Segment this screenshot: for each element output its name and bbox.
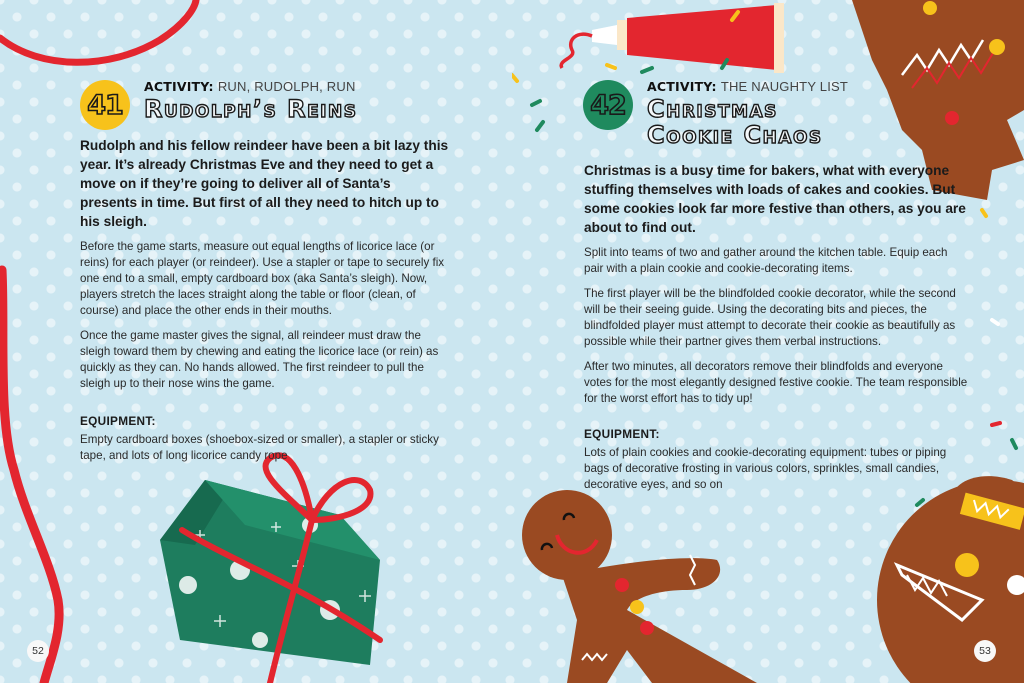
body-paragraph: Once the game master gives the signal, all reindeer must draw the sleigh toward them by chewing and eating the licorice lace (or rein) as quickly as they can. No hands allowed. The first reindeer to pull the sleigh up to their nose wins the game.	[80, 329, 439, 390]
title-line: Cookie Chaos	[647, 121, 823, 149]
activity-body-41	[80, 136, 450, 473]
activity-name: RUN, RUDOLPH, RUN	[217, 79, 356, 94]
gingerbread-man-icon	[522, 490, 757, 683]
activity-number-badge	[80, 80, 130, 130]
activity-number: 41	[87, 89, 123, 121]
activity-title	[144, 96, 357, 122]
title-line: Rudolph’s Reins	[144, 95, 358, 123]
activity-name: THE NAUGHTY LIST	[720, 79, 849, 94]
equipment-heading: EQUIPMENT:	[80, 414, 156, 428]
body-paragraph: The first player will be the blindfolded cookie decorator, while the second will be their seeing guide. Using the decorating bits and pieces, the blindfolded player must attempt to decorate their cookie as beautifully as possible while their partner gives them verbal instructions.	[584, 287, 956, 348]
body-paragraph: After two minutes, all decorators remove their blindfolds and everyone votes for the most elegantly designed festive cookie. The team responsible for the worst effort has to tidy up!	[584, 360, 968, 405]
body-paragraph: Split into teams of two and gather around the kitchen table. Equip each pair with a plain cookie and cookie-decorating items.	[584, 246, 948, 275]
right-page	[512, 0, 1024, 683]
equipment-text: Lots of plain cookies and cookie-decorating equipment: tubes or piping bags of decorative frosting in various colors, sprinkles, small candies, decorative eyes, and so on	[584, 446, 947, 491]
activity-label: ACTIVITY:	[647, 79, 717, 94]
activity-label: ACTIVITY:	[144, 79, 214, 94]
page-number: 53	[974, 640, 996, 662]
activity-body-42	[584, 161, 969, 502]
equipment-heading: EQUIPMENT:	[584, 427, 660, 441]
activity-title	[647, 96, 848, 148]
activity-header-41	[80, 80, 357, 130]
lead-paragraph: Rudolph and his fellow reindeer have been a bit lazy this year. It’s already Christmas Eve and they need to get a move on if they’re going to deliver all of Santa’s presents in time. But first of all they need to hitch up to his sleigh.	[80, 138, 449, 229]
activity-number: 42	[590, 89, 626, 121]
lead-paragraph: Christmas is a busy time for bakers, what with everyone stuffing themselves with loads of cakes and cookies. But some cookies look far more festive than others, as you are about to find out.	[584, 163, 966, 235]
activity-header-42	[583, 80, 848, 148]
activity-kicker	[144, 80, 357, 94]
activity-kicker	[647, 80, 848, 94]
icing-tube-icon	[561, 3, 784, 73]
body-paragraph: Before the game starts, measure out equal lengths of licorice lace (or reins) for each player (or reindeer). Use a stapler or tape to securely fix one end to a small, empty cardboard box (aka Santa’s sleigh). Now, players stretch the laces straight along the table or floor (clean, of course) and place the other ends in their mouths.	[80, 240, 445, 317]
equipment-text: Empty cardboard boxes (shoebox-sized or smaller), a stapler or sticky tape, and lots of long licorice candy rope	[80, 433, 439, 462]
page-number: 52	[27, 640, 49, 662]
gingerbread-bear-icon	[877, 476, 1024, 683]
gift-box-icon	[160, 455, 380, 683]
activity-number-badge	[583, 80, 633, 130]
title-line: Christmas	[647, 95, 778, 123]
